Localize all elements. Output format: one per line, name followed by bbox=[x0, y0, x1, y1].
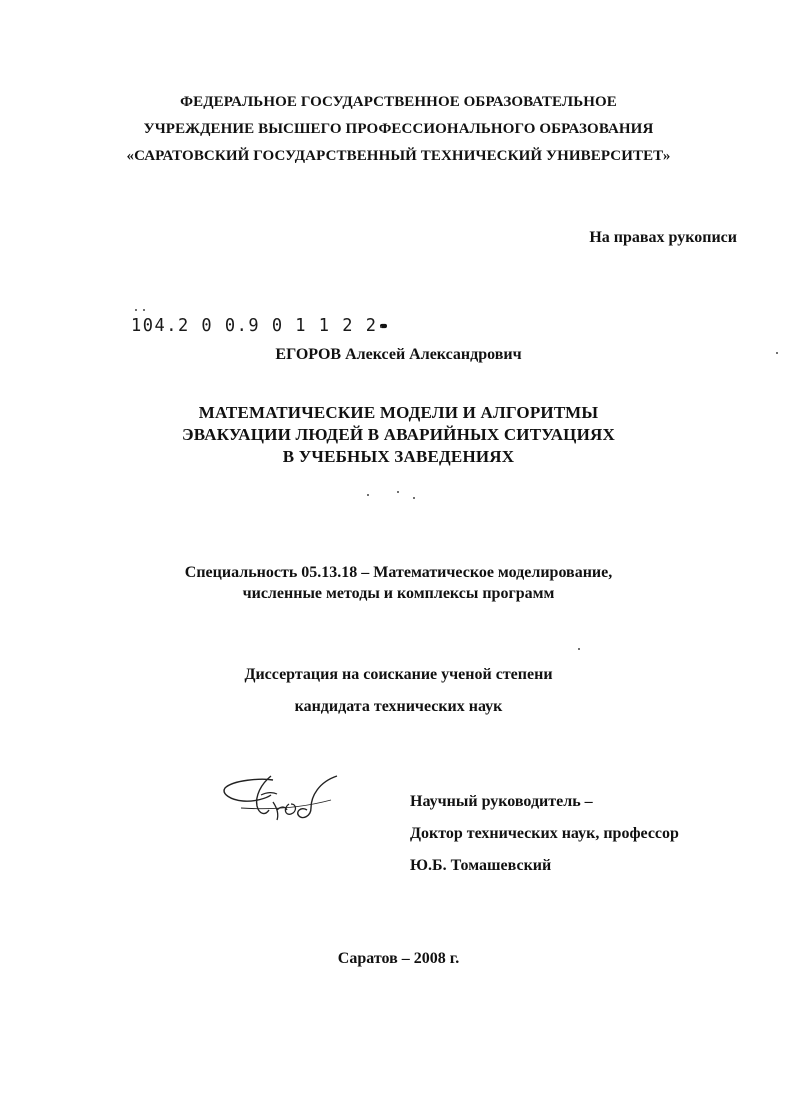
institution-line-1: ФЕДЕРАЛЬНОЕ ГОСУДАРСТВЕННОЕ ОБРАЗОВАТЕЛЬНОЕ bbox=[180, 94, 617, 110]
manuscript-note: На правах рукописи bbox=[589, 229, 737, 246]
dissertation-title-line-2: ЭВАКУАЦИИ ЛЮДЕЙ В АВАРИЙНЫХ СИТУАЦИЯХ bbox=[182, 425, 615, 444]
specialty-line-2: численные методы и комплексы программ bbox=[242, 585, 555, 602]
registry-stamp bbox=[131, 316, 387, 337]
dissertation-title-line-3: В УЧЕБНЫХ ЗАВЕДЕНИЯХ bbox=[282, 447, 515, 466]
supervisor-credentials: Доктор технических наук, профессор bbox=[410, 825, 679, 842]
scan-speck bbox=[413, 497, 415, 499]
dissertation-title-line-1: МАТЕМАТИЧЕСКИЕ МОДЕЛИ И АЛГОРИТМЫ bbox=[198, 403, 599, 422]
author-name: ЕГОРОВ Алексей Александрович bbox=[275, 346, 522, 363]
supervisor-name: Ю.Б. Томашевский bbox=[410, 857, 552, 874]
scan-speck bbox=[380, 326, 382, 328]
specialty-line-1: Специальность 05.13.18 – Математическое моделирование, bbox=[184, 564, 613, 581]
registry-stamp-number: 104.2 0 0.9 0 1 1 2 2 bbox=[131, 315, 378, 337]
scan-speck bbox=[367, 494, 369, 496]
scan-speck bbox=[143, 309, 145, 311]
degree-line-2: кандидата технических наук bbox=[294, 698, 503, 715]
scan-speck bbox=[397, 491, 399, 493]
place-year: Саратов – 2008 г. bbox=[337, 950, 460, 967]
scan-speck bbox=[578, 648, 580, 650]
institution-line-2: УЧРЕЖДЕНИЕ ВЫСШЕГО ПРОФЕССИОНАЛЬНОГО ОБРАЗОВАНИЯ bbox=[143, 121, 654, 137]
scan-speck bbox=[135, 309, 137, 311]
institution-line-3: «САРАТОВСКИЙ ГОСУДАРСТВЕННЫЙ ТЕХНИЧЕСКИЙ УНИВЕРСИТЕТ» bbox=[126, 148, 671, 164]
degree-line-1: Диссертация на соискание ученой степени bbox=[244, 666, 553, 683]
author-signature bbox=[221, 770, 346, 830]
supervisor-role: Научный руководитель – bbox=[410, 793, 593, 810]
